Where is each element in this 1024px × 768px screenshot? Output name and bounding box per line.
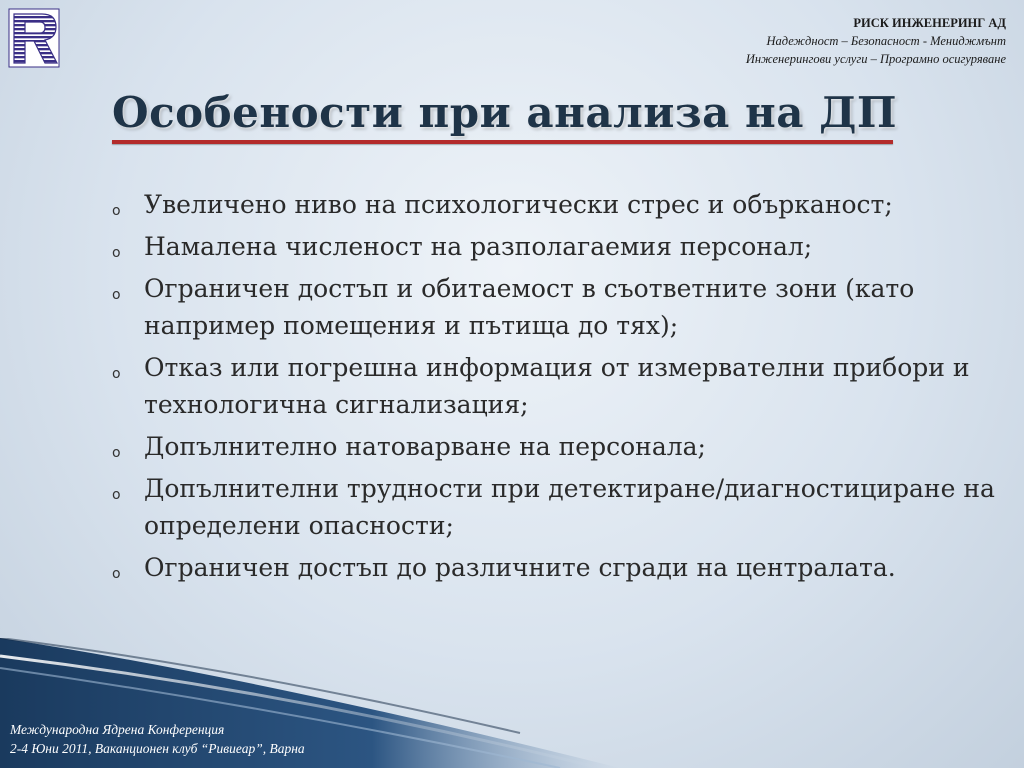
list-item: [112, 428, 1012, 465]
bullet-marker-icon: o: [112, 566, 121, 582]
bullet-text: Допълнителни трудности при детектиране/диагностициране на определени опасности;: [144, 474, 995, 540]
footer-conference-date: 2-4 Юни 2011, Ваканционен клуб “Ривиеар”, Варна: [10, 741, 305, 756]
company-tagline: Надеждност – Безопасност - Мениджмънт: [766, 34, 1006, 48]
bullet-text: Допълнително натоварване на персонала;: [144, 432, 706, 461]
company-header: [746, 14, 1006, 68]
company-services: Инженерингови услуги – Програмно осигуряване: [745, 52, 1006, 66]
footer-conference-name: Международна Ядрена Конференция: [10, 722, 225, 737]
bullet-text: Ограничен достъп до различните сгради на централата.: [144, 553, 896, 582]
company-name: РИСК ИНЖЕНЕРИНГ АД: [853, 16, 1006, 30]
list-item: [112, 549, 1012, 586]
list-item: [112, 349, 1012, 423]
bullet-text: Увеличено ниво на психологически стрес и обърканост;: [144, 190, 893, 219]
bullet-marker-icon: o: [112, 445, 121, 461]
list-item: [112, 186, 1012, 223]
list-item: [112, 270, 1012, 344]
bullet-marker-icon: o: [112, 366, 121, 382]
bullet-text: Отказ или погрешна информация от измервателни прибори и технологична сигнализация;: [144, 353, 970, 419]
title-underline: [112, 140, 893, 144]
bullet-marker-icon: o: [112, 245, 121, 261]
footer-conference-info: [10, 720, 305, 758]
list-item: [112, 228, 1012, 265]
bullet-list: [112, 186, 1012, 591]
slide-title: Особености при анализа на ДП: [112, 88, 898, 137]
company-logo-icon: [8, 8, 60, 68]
bullet-text: Намалена численост на разполагаемия персонал;: [144, 232, 813, 261]
bullet-marker-icon: o: [112, 287, 121, 303]
list-item: [112, 470, 1012, 544]
bullet-text: Ограничен достъп и обитаемост в съответните зони (като например помещения и пътища до тях);: [144, 274, 915, 340]
bullet-marker-icon: o: [112, 203, 121, 219]
bullet-marker-icon: o: [112, 487, 121, 503]
